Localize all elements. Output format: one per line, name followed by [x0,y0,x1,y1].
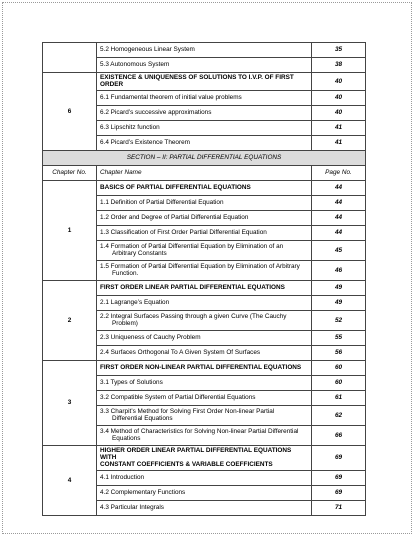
section-header-row [43,150,366,165]
page-number: 49 [312,295,366,310]
topic-title: 5.3 Autonomous System [97,58,312,73]
page-number: 69 [312,445,366,470]
topic-title-line: 3.3 Charpit’s Method for Solving First Order Non-linear Partial [100,407,275,415]
page-number: 71 [312,500,366,515]
page-number: 69 [312,485,366,500]
topic-title: 4.1 Introduction [97,470,312,485]
page-number: 44 [312,210,366,225]
topic-title-line: 3.4 Method of Characteristics for Solving Non-linear Partial Differential [100,427,299,435]
table-row [43,180,366,195]
table-row [43,445,366,470]
page-number: 45 [312,240,366,260]
page-number: 44 [312,180,366,195]
column-header-row [43,165,366,180]
topic-title-line: 2.2 Integral Surfaces Passing through a given Curve (The Cauchy [100,312,287,320]
topic-title: 6.3 Lipschitz function [97,120,312,135]
contents-table [42,42,366,516]
page-number: 60 [312,375,366,390]
chapter-heading-line: HIGHER ORDER LINEAR PARTIAL DIFFERENTIAL EQUATIONS WITH [100,446,292,462]
chapter-number: 1 [43,180,97,280]
page-number: 62 [312,405,366,425]
page-number: 35 [312,43,366,58]
topic-title: 1.3 Classification of First Order Partial Differential Equation [97,225,312,240]
topic-title: 5.2 Homogeneous Linear System [97,43,312,58]
page-number: 40 [312,73,366,91]
topic-title-continuation: Problem) [112,320,138,328]
topic-title [97,240,312,260]
page-number: 38 [312,58,366,73]
topic-title [97,425,312,445]
page-number: 41 [312,135,366,150]
topic-title-continuation: Equations [112,435,141,443]
chapter-heading: BASICS OF PARTIAL DIFFERENTIAL EQUATIONS [97,180,312,195]
page-number: 49 [312,280,366,295]
page-number: 66 [312,425,366,445]
chapter-number: 6 [43,73,97,151]
topic-title-continuation: Differential Equations [112,415,173,423]
column-header-name: Chapter Name [97,165,312,180]
table-row [43,280,366,295]
page-number: 69 [312,470,366,485]
topic-title: 2.3 Uniqueness of Cauchy Problem [97,330,312,345]
table-row [43,43,366,58]
page-number: 41 [312,120,366,135]
topic-title [97,310,312,330]
topic-title: 3.1 Types of Solutions [97,375,312,390]
column-header-chapter: Chapter No. [43,165,97,180]
page-number: 44 [312,225,366,240]
page-number: 40 [312,105,366,120]
topic-title: 6.2 Picard’s successive approximations [97,105,312,120]
topic-title: 6.1 Fundamental theorem of initial value problems [97,90,312,105]
topic-title-line: 1.4 Formation of Partial Differential Equation by Elimination of an [100,242,284,250]
table-row [43,360,366,375]
topic-title-continuation: Arbitrary Constants [112,250,167,258]
page-number: 46 [312,260,366,280]
chapter-heading: EXISTENCE & UNIQUENESS OF SOLUTIONS TO I.V.P. OF FIRST ORDER [97,73,312,91]
page-number: 52 [312,310,366,330]
page-number: 44 [312,195,366,210]
topic-title: 4.2 Complementary Functions [97,485,312,500]
topic-title-line: 1.5 Formation of Partial Differential Equation by Elimination of Arbitrary [100,262,300,270]
column-header-page: Page No. [312,165,366,180]
topic-title: 2.4 Surfaces Orthogonal To A Given System Of Surfaces [97,345,312,360]
chapter-number: 4 [43,445,97,515]
page-number: 56 [312,345,366,360]
table-row [43,73,366,91]
page-number: 55 [312,330,366,345]
section-title: SECTION – II: PARTIAL DIFFERENTIAL EQUATIONS [43,150,366,165]
chapter-heading [97,445,312,470]
chapter-number: 3 [43,360,97,445]
chapter-number-cell [43,43,97,73]
topic-title: 6.4 Picard’s Existence Theorem [97,135,312,150]
chapter-number: 2 [43,280,97,360]
topic-title: 1.1 Definition of Partial Differential Equation [97,195,312,210]
topic-title-continuation: Function. [112,270,139,278]
topic-title: 3.2 Compatible System of Partial Differential Equations [97,390,312,405]
topic-title: 4.3 Particular Integrals [97,500,312,515]
topic-title [97,405,312,425]
chapter-heading-line: CONSTANT COEFFICIENTS & VARIABLE COEFFICIENTS [100,461,273,469]
topic-title: 2.1 Lagrange’s Equation [97,295,312,310]
page-number: 40 [312,90,366,105]
chapter-heading: FIRST ORDER LINEAR PARTIAL DIFFERENTIAL EQUATIONS [97,280,312,295]
chapter-heading: FIRST ORDER NON-LINEAR PARTIAL DIFFERENTIAL EQUATIONS [97,360,312,375]
page-number: 61 [312,390,366,405]
topic-title: 1.2 Order and Degree of Partial Differential Equation [97,210,312,225]
topic-title [97,260,312,280]
page-number: 60 [312,360,366,375]
